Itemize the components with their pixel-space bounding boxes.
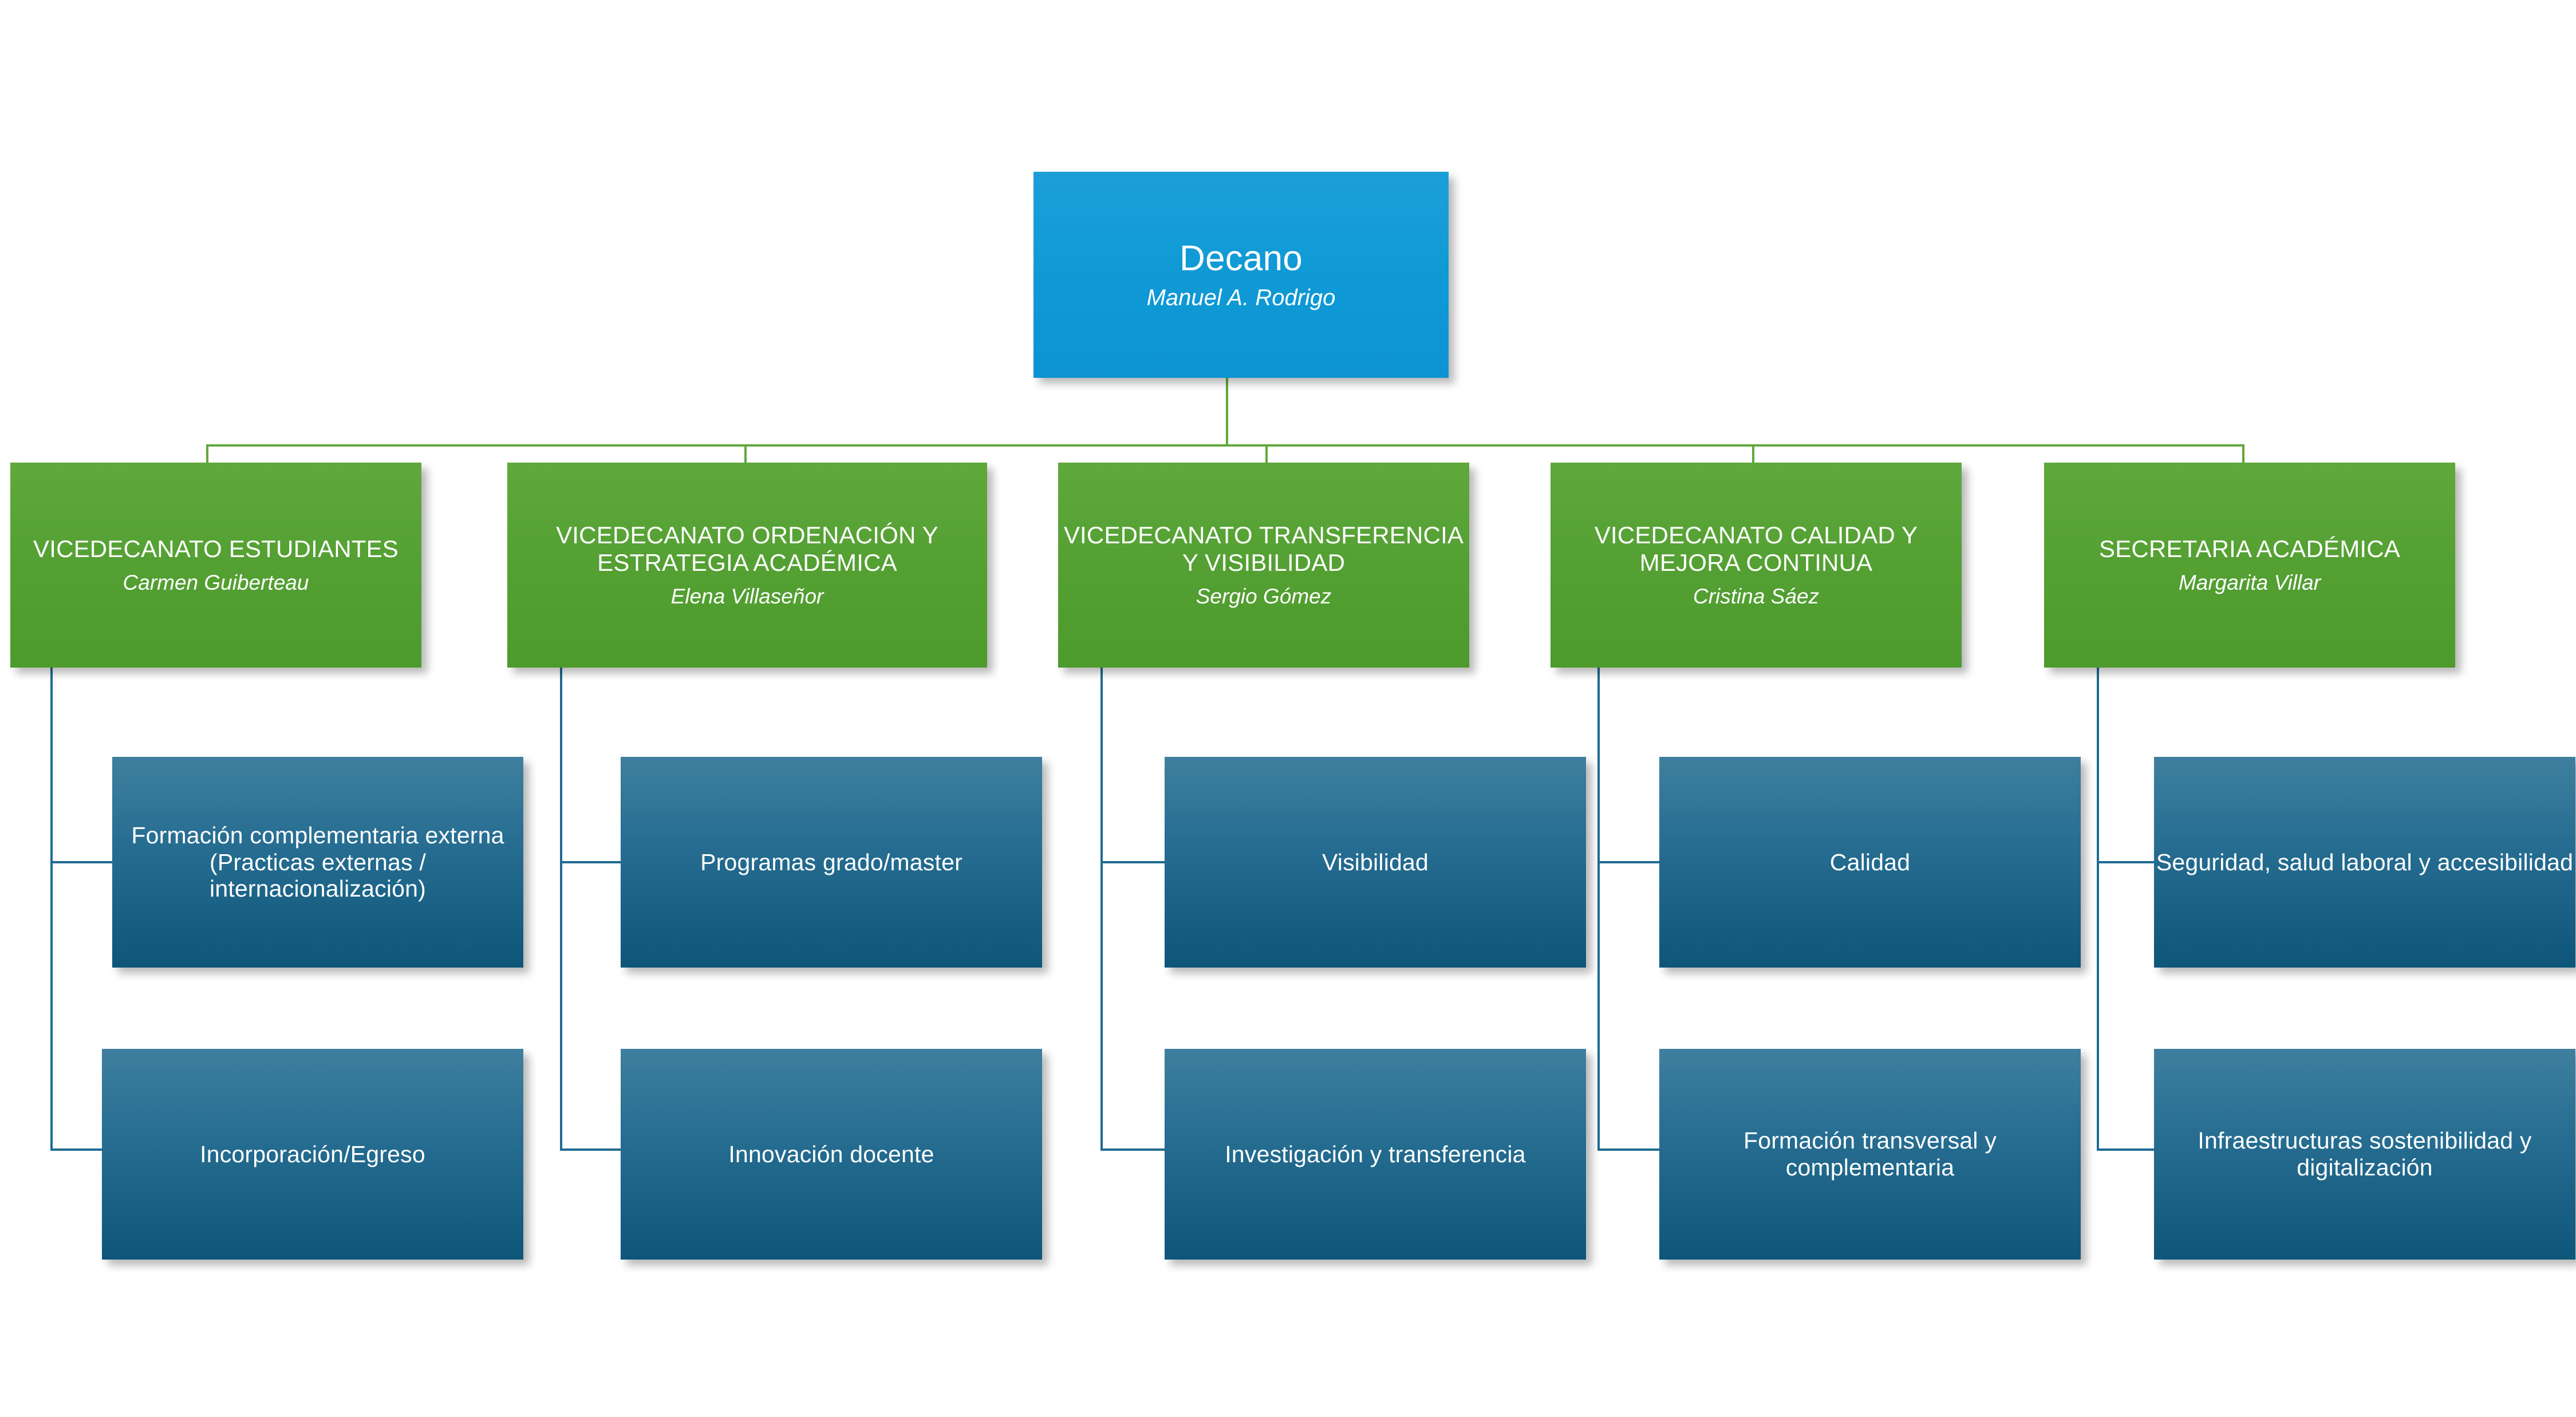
connector-branch-3-to-child-1 <box>1100 861 1166 863</box>
node-title: Innovación docente <box>728 1140 934 1167</box>
node-title: VICEDECANATO TRANSFERENCIA Y VISIBILIDAD <box>1063 521 1464 576</box>
connector-root-to-branch-1 <box>206 444 208 463</box>
node-person: Cristina Sáez <box>1693 584 1820 608</box>
node-incorporacion-egreso[interactable] <box>102 1049 523 1260</box>
node-decano-title: Decano <box>1179 238 1303 278</box>
connector-root-to-branch-4 <box>1752 444 1754 463</box>
connector-branch-4-stem <box>1597 668 1600 1151</box>
node-title: Investigación y transferencia <box>1225 1140 1526 1167</box>
node-title: VICEDECANATO CALIDAD Y MEJORA CONTINUA <box>1594 521 1918 576</box>
node-decano-person: Manuel A. Rodrigo <box>1146 285 1336 311</box>
node-person: Sergio Gómez <box>1196 584 1332 608</box>
connector-branch-4-to-child-1 <box>1597 861 1660 863</box>
node-person: Margarita Villar <box>2178 570 2321 594</box>
node-title: Formación complementaria externa (Practicas externas / internacionalización) <box>131 822 504 902</box>
node-title: Formación transversal y complementaria <box>1743 1127 1997 1181</box>
node-vicedecanato-ordenacion[interactable] <box>507 463 987 668</box>
connector-root-to-branch-5 <box>2242 444 2244 463</box>
node-innovacion-docente[interactable] <box>621 1049 1042 1260</box>
node-title: Calidad <box>1829 848 1911 875</box>
connector-root-bus <box>206 444 2244 447</box>
node-title: VICEDECANATO ORDENACIÓN Y ESTRATEGIA ACADÉMICA <box>556 521 938 576</box>
connector-branch-3-stem <box>1100 668 1103 1151</box>
connector-root-to-branch-2 <box>744 444 747 463</box>
connector-branch-5-to-child-2 <box>2097 1148 2162 1151</box>
connector-branch-4-to-child-2 <box>1597 1148 1660 1151</box>
connector-branch-5-to-child-1 <box>2097 861 2162 863</box>
node-programas-grado-master[interactable] <box>621 757 1042 968</box>
connector-branch-5-stem <box>2097 668 2099 1151</box>
connector-branch-3-to-child-2 <box>1100 1148 1166 1151</box>
node-title: Infraestructuras sostenibilidad y digitalización <box>2198 1127 2532 1181</box>
node-visibilidad[interactable] <box>1165 757 1586 968</box>
node-secretaria-academica[interactable] <box>2044 463 2455 668</box>
node-title: VICEDECANATO ESTUDIANTES <box>33 535 399 562</box>
connector-root-stem <box>1226 378 1228 447</box>
node-decano[interactable] <box>1033 172 1449 378</box>
node-title: Programas grado/master <box>700 848 962 875</box>
connector-branch-2-to-child-1 <box>560 861 622 863</box>
node-title: SECRETARIA ACADÉMICA <box>2098 535 2400 562</box>
node-title: Visibilidad <box>1321 848 1429 875</box>
node-vicedecanato-transferencia[interactable] <box>1058 463 1469 668</box>
node-investigacion-y-transferencia[interactable] <box>1165 1049 1586 1260</box>
node-seguridad-salud-accesibilidad[interactable] <box>2154 757 2575 968</box>
connector-branch-1-stem <box>50 668 53 1151</box>
node-title: Incorporación/Egreso <box>200 1140 425 1167</box>
node-formacion-complementaria-externa[interactable] <box>112 757 523 968</box>
connector-branch-2-to-child-2 <box>560 1148 622 1151</box>
node-vicedecanato-estudiantes[interactable] <box>10 463 421 668</box>
node-title: Seguridad, salud laboral y accesibilidad <box>2156 848 2574 875</box>
node-calidad[interactable] <box>1659 757 2081 968</box>
connector-branch-1-to-child-1 <box>50 861 113 863</box>
connector-root-to-branch-3 <box>1265 444 1268 463</box>
connector-branch-2-stem <box>560 668 562 1151</box>
node-person: Elena Villaseñor <box>670 584 824 608</box>
node-infraestructuras-sostenibilidad-digitalizacion[interactable] <box>2154 1049 2575 1260</box>
node-formacion-transversal-complementaria[interactable] <box>1659 1049 2081 1260</box>
node-person: Carmen Guiberteau <box>123 570 309 594</box>
node-vicedecanato-calidad[interactable] <box>1551 463 1962 668</box>
